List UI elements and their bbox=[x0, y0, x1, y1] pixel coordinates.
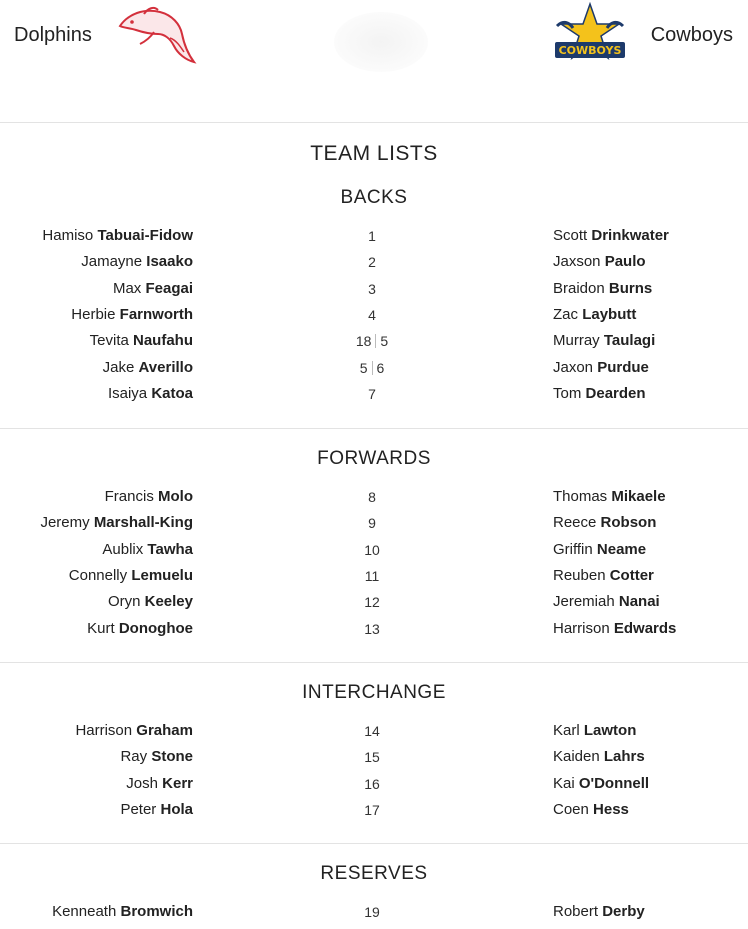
away-player[interactable] bbox=[553, 899, 645, 925]
away-player[interactable] bbox=[553, 563, 654, 589]
player-row bbox=[0, 718, 748, 744]
player-last-name: Dearden bbox=[585, 384, 646, 402]
player-first-name: Karl bbox=[553, 722, 580, 739]
player-last-name: Drinkwater bbox=[591, 227, 669, 244]
player-last-name: Hess bbox=[593, 800, 629, 818]
player-first-name: Reece bbox=[553, 514, 597, 532]
jersey-number bbox=[322, 589, 422, 615]
away-player[interactable] bbox=[553, 616, 676, 642]
player-first-name: Isaiya bbox=[107, 384, 148, 402]
player-row bbox=[0, 899, 748, 925]
player-last-name: Graham bbox=[136, 722, 193, 739]
player-row bbox=[0, 797, 748, 823]
cowboys-star-logo-icon[interactable] bbox=[553, 2, 627, 70]
number-separator bbox=[375, 334, 376, 348]
player-last-name: Naufahu bbox=[133, 332, 193, 350]
player-row bbox=[0, 484, 748, 510]
player-row bbox=[0, 589, 748, 615]
jersey-number-value: 14 bbox=[364, 723, 380, 739]
player-first-name: Harrison bbox=[75, 722, 133, 739]
number-separator bbox=[372, 361, 373, 375]
away-player[interactable] bbox=[553, 510, 656, 536]
home-team-name[interactable]: Dolphins bbox=[14, 24, 92, 46]
home-player[interactable] bbox=[105, 484, 193, 510]
jersey-number bbox=[322, 484, 422, 510]
player-row bbox=[0, 249, 748, 275]
section-title-reserves: RESERVES bbox=[320, 863, 428, 884]
player-first-name: Reuben bbox=[553, 566, 606, 584]
away-player[interactable] bbox=[553, 355, 649, 381]
away-player[interactable] bbox=[553, 302, 636, 328]
jersey-number-value: 1 bbox=[368, 228, 376, 244]
divider bbox=[0, 428, 748, 429]
home-player[interactable] bbox=[75, 718, 193, 744]
match-header bbox=[0, 0, 748, 122]
player-row bbox=[0, 355, 748, 381]
jersey-number-value: 15 bbox=[364, 749, 380, 766]
away-player[interactable] bbox=[553, 537, 646, 563]
player-last-name: Robson bbox=[600, 514, 657, 532]
player-last-name: Marshall-King bbox=[93, 514, 193, 532]
jersey-number bbox=[322, 249, 422, 275]
jersey-number bbox=[322, 744, 422, 770]
away-player[interactable] bbox=[553, 381, 646, 407]
jersey-number-value: 8 bbox=[368, 489, 376, 505]
home-player[interactable] bbox=[113, 276, 193, 302]
player-row bbox=[0, 223, 748, 249]
away-player[interactable] bbox=[553, 718, 636, 744]
player-last-name: Cotter bbox=[609, 566, 654, 584]
section-title-forwards: FORWARDS bbox=[317, 448, 431, 469]
player-first-name: Ray bbox=[120, 748, 148, 766]
player-first-name: Jake bbox=[102, 358, 135, 376]
home-player[interactable] bbox=[71, 302, 193, 328]
player-first-name: Francis bbox=[104, 488, 154, 505]
player-first-name: Griffin bbox=[553, 540, 593, 558]
player-first-name: Jeremiah bbox=[553, 593, 615, 611]
player-last-name: Kerr bbox=[162, 774, 193, 792]
player-last-name: Lahrs bbox=[603, 748, 645, 766]
player-first-name: Kenneath bbox=[52, 903, 117, 920]
player-row bbox=[0, 302, 748, 328]
player-first-name: Aublix bbox=[102, 540, 144, 558]
player-last-name: Derby bbox=[602, 903, 645, 920]
away-jersey-number: 5 bbox=[380, 333, 389, 350]
player-first-name: Jamayne bbox=[81, 253, 143, 271]
home-player[interactable] bbox=[52, 899, 193, 925]
home-player[interactable] bbox=[126, 771, 193, 797]
jersey-number-value: 10 bbox=[364, 541, 380, 558]
jersey-number bbox=[322, 223, 422, 249]
match-center-graphic bbox=[334, 12, 428, 72]
player-last-name: Mikaele bbox=[611, 488, 666, 505]
away-player[interactable] bbox=[553, 223, 669, 249]
section-title-backs: BACKS bbox=[340, 187, 408, 208]
player-last-name: Nanai bbox=[618, 593, 660, 611]
jersey-number bbox=[322, 718, 422, 744]
player-last-name: Neame bbox=[596, 540, 647, 558]
home-player[interactable] bbox=[40, 510, 193, 536]
home-player[interactable] bbox=[108, 589, 193, 615]
jersey-number-value: 9 bbox=[368, 515, 376, 532]
player-last-name: Keeley bbox=[144, 593, 193, 611]
dolphin-logo-icon[interactable] bbox=[114, 4, 198, 66]
player-first-name: Herbie bbox=[71, 305, 116, 323]
player-row bbox=[0, 537, 748, 563]
player-first-name: Tevita bbox=[89, 332, 129, 350]
player-last-name: Donoghoe bbox=[118, 619, 193, 637]
player-row bbox=[0, 616, 748, 642]
player-last-name: Edwards bbox=[613, 619, 677, 637]
player-first-name: Harrison bbox=[553, 619, 610, 637]
away-team-name[interactable]: Cowboys bbox=[650, 24, 733, 46]
jersey-number bbox=[322, 328, 422, 354]
player-last-name: Lemuelu bbox=[131, 566, 193, 584]
player-first-name: Jaxon bbox=[553, 358, 594, 376]
jersey-number bbox=[322, 302, 422, 328]
player-last-name: Molo bbox=[158, 488, 193, 505]
player-first-name: Max bbox=[112, 279, 142, 297]
jersey-number-value: 7 bbox=[368, 385, 376, 402]
team-lists-title: TEAM LISTS bbox=[310, 142, 438, 165]
jersey-number-value: 17 bbox=[364, 801, 380, 818]
home-player[interactable] bbox=[42, 223, 193, 249]
player-last-name: Katoa bbox=[151, 384, 193, 402]
player-first-name: Coen bbox=[553, 800, 589, 818]
jersey-number-value: 3 bbox=[368, 280, 376, 297]
home-player[interactable] bbox=[90, 328, 193, 354]
jersey-number bbox=[322, 355, 422, 381]
jersey-number bbox=[322, 381, 422, 407]
player-first-name: Zac bbox=[553, 305, 579, 323]
jersey-number bbox=[322, 616, 422, 642]
cowboys-logo-text: COWBOYS bbox=[558, 44, 622, 57]
player-last-name: Burns bbox=[608, 279, 653, 297]
divider bbox=[0, 122, 748, 123]
player-row bbox=[0, 563, 748, 589]
divider bbox=[0, 662, 748, 663]
player-last-name: Lawton bbox=[583, 722, 637, 739]
player-first-name: Murray bbox=[553, 332, 600, 350]
player-last-name: Paulo bbox=[604, 253, 646, 271]
home-player[interactable] bbox=[103, 355, 193, 381]
home-player[interactable] bbox=[102, 537, 193, 563]
jersey-number bbox=[322, 537, 422, 563]
player-first-name: Oryn bbox=[107, 593, 141, 611]
player-last-name: Laybutt bbox=[582, 305, 637, 323]
away-player[interactable] bbox=[553, 484, 666, 510]
home-player[interactable] bbox=[108, 381, 193, 407]
player-last-name: Tawha bbox=[147, 540, 193, 558]
player-last-name: Isaako bbox=[146, 253, 193, 271]
away-player[interactable] bbox=[553, 276, 652, 302]
player-first-name: Braidon bbox=[553, 279, 605, 297]
home-jersey-number: 5 bbox=[359, 359, 368, 376]
player-first-name: Josh bbox=[126, 774, 158, 792]
player-first-name: Scott bbox=[553, 227, 588, 244]
jersey-number bbox=[322, 276, 422, 302]
away-player[interactable] bbox=[553, 771, 649, 797]
player-last-name: Purdue bbox=[597, 358, 649, 376]
player-first-name: Jaxson bbox=[553, 253, 601, 271]
player-last-name: Bromwich bbox=[120, 903, 193, 920]
player-last-name: Tabuai-Fidow bbox=[97, 227, 193, 244]
player-row bbox=[0, 744, 748, 770]
player-first-name: Thomas bbox=[553, 488, 608, 505]
player-first-name: Robert bbox=[553, 903, 599, 920]
divider bbox=[0, 843, 748, 844]
player-first-name: Peter bbox=[120, 800, 157, 818]
player-first-name: Kai bbox=[553, 774, 575, 792]
player-last-name: O'Donnell bbox=[578, 774, 650, 792]
player-row bbox=[0, 328, 748, 354]
player-first-name: Kaiden bbox=[553, 748, 600, 766]
player-first-name: Tom bbox=[553, 384, 582, 402]
player-last-name: Stone bbox=[151, 748, 193, 766]
away-player[interactable] bbox=[553, 744, 645, 770]
section-title-interchange: INTERCHANGE bbox=[302, 682, 446, 703]
away-player[interactable] bbox=[553, 249, 646, 275]
player-first-name: Jeremy bbox=[40, 514, 90, 532]
player-row bbox=[0, 381, 748, 407]
jersey-number-value: 13 bbox=[364, 620, 380, 637]
player-last-name: Farnworth bbox=[119, 305, 193, 323]
home-player[interactable] bbox=[69, 563, 193, 589]
home-player[interactable] bbox=[120, 797, 193, 823]
away-player[interactable] bbox=[553, 328, 655, 354]
jersey-number bbox=[322, 771, 422, 797]
player-last-name: Feagai bbox=[145, 279, 193, 297]
jersey-number-value: 12 bbox=[364, 594, 380, 611]
home-jersey-number: 18 bbox=[355, 333, 372, 350]
jersey-number-value: 19 bbox=[364, 904, 380, 920]
player-last-name: Taulagi bbox=[603, 332, 656, 350]
player-row bbox=[0, 510, 748, 536]
jersey-number bbox=[322, 797, 422, 823]
jersey-number bbox=[322, 510, 422, 536]
jersey-number bbox=[322, 563, 422, 589]
away-player[interactable] bbox=[553, 797, 629, 823]
player-last-name: Averillo bbox=[138, 358, 193, 376]
away-jersey-number: 6 bbox=[376, 359, 385, 376]
jersey-number bbox=[322, 899, 422, 925]
jersey-number-value: 2 bbox=[368, 254, 376, 271]
player-row bbox=[0, 276, 748, 302]
jersey-number-value: 11 bbox=[364, 567, 380, 584]
player-last-name: Hola bbox=[160, 800, 193, 818]
jersey-number-value: 4 bbox=[368, 306, 376, 323]
home-player[interactable] bbox=[120, 744, 193, 770]
player-first-name: Hamiso bbox=[42, 227, 94, 244]
away-player[interactable] bbox=[553, 589, 660, 615]
player-first-name: Connelly bbox=[68, 566, 128, 584]
home-player[interactable] bbox=[81, 249, 193, 275]
jersey-number-value: 16 bbox=[364, 775, 380, 792]
home-player[interactable] bbox=[87, 616, 193, 642]
player-row bbox=[0, 771, 748, 797]
player-first-name: Kurt bbox=[87, 619, 115, 637]
